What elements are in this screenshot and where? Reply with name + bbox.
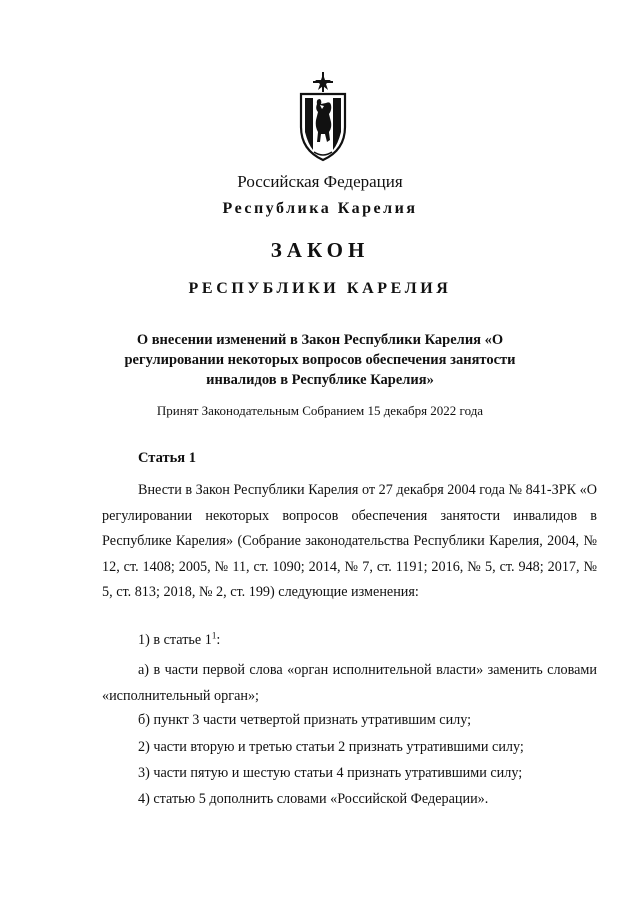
law-title: ЗАКОН	[270, 238, 370, 262]
list-item-2: 2) части вторую и третью статьи 2 признать утратившими силу;	[138, 739, 524, 755]
star-icon	[313, 72, 333, 92]
list-item-1a: а) в части первой слова «орган исполнительной власти» заменить словами «исполнительный орган»;	[102, 662, 597, 704]
article-intro-paragraph: Внести в Закон Республики Карелия от 27 декабря 2004 года № 841-ЗРК «О регулировании некоторых вопросов обеспечения занятости инвалидов в Республике Карелия» (Собрание законодательства Республики Карелия, 2004, № 12, ст. 1408; 2005, № 11, ст. 1090; 2014, № 7, ст. 1191; 2016, № 5, ст. 948; 2017, № 5, ст. 813; 2018, № 2, ст. 199) следующие изменения:	[102, 482, 597, 600]
adoption-note: Принят Законодательным Собранием 15 декабря 2022 года	[156, 403, 484, 418]
list-item-1-text: 1) в статье 1	[138, 632, 212, 648]
list-item-1-suffix: :	[216, 632, 221, 648]
coat-of-arms-icon	[298, 72, 348, 162]
document-title: О внесении изменений в Закон Республики Карелия «О регулировании некоторых вопросов обеспечения занятости инвалидов в Республике Карелия»	[124, 332, 516, 388]
list-item-4: 4) статью 5 дополнить словами «Российской Федерации».	[138, 791, 489, 807]
law-subtitle: РЕСПУБЛИКИ КАРЕЛИЯ	[188, 280, 452, 297]
list-item-1b: б) пункт 3 части четвертой признать утратившим силу;	[138, 712, 472, 728]
list-item-1	[102, 628, 597, 654]
country-name: Российская Федерация	[237, 172, 403, 191]
article-heading: Статья 1	[138, 450, 196, 466]
republic-name: Республика Карелия	[222, 200, 418, 217]
list-item-3: 3) части пятую и шестую статьи 4 признать утратившими силу;	[138, 765, 523, 781]
superscript: 1	[211, 630, 217, 641]
